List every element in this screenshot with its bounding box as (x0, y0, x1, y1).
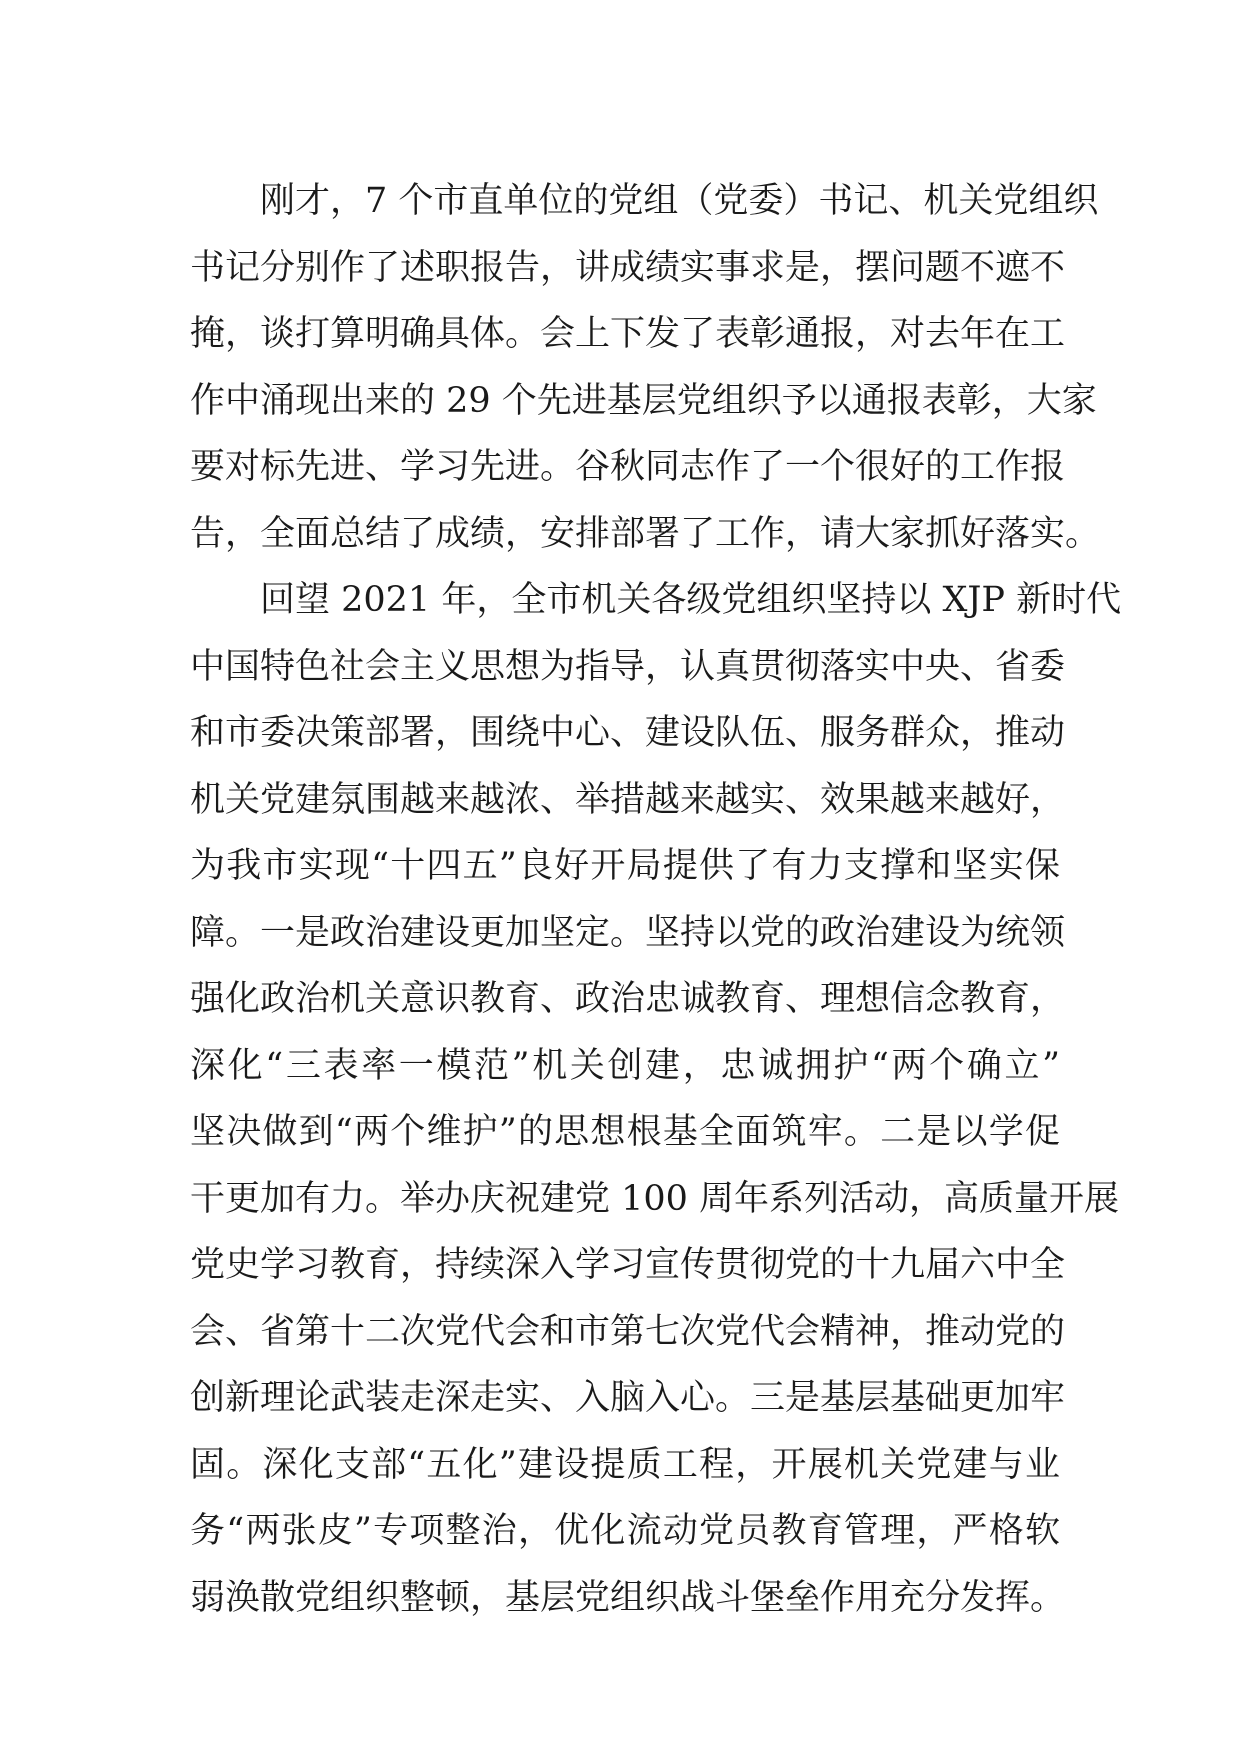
text-line: 刚才，7 个市直单位的党组（党委）书记、机关党组织 (260, 181, 1099, 221)
text-line: 强化政治机关意识教育、政治忠诚教育、理想信念教育， (190, 979, 1066, 1019)
text-line: 中国特色社会主义思想为指导，认真贯彻落实中央、省委 (190, 646, 1066, 687)
text-line: 作中涌现出来的 29 个先进基层党组织予以通报表彰，大家 (190, 380, 1097, 421)
text-line: 障。一是政治建设更加坚定。坚持以党的政治建设为统领 (190, 912, 1066, 953)
text-line: 务“两张皮”专项整治，优化流动党员教育管理，严格软 (190, 1511, 1060, 1551)
paragraph-1 (190, 168, 1101, 567)
text-line: 会、省第十二次党代会和市第七次党代会精神，推动党的 (190, 1311, 1066, 1352)
text-line: 党史学习教育，持续深入学习宣传贯彻党的十九届六中全 (190, 1245, 1066, 1285)
text-line: 创新理论武装走深走实、入脑入心。三是基层基础更加牢 (190, 1378, 1066, 1418)
paragraph-2 (190, 567, 1122, 1631)
text-line: 固。深化支部“五化”建设提质工程，开展机关党建与业 (190, 1444, 1060, 1485)
text-line: 坚决做到“两个维护”的思想根基全面筑牢。二是以学促 (190, 1112, 1060, 1152)
text-line: 掩，谈打算明确具体。会上下发了表彰通报，对去年在工 (190, 314, 1066, 354)
text-line: 机关党建氛围越来越浓、举措越来越实、效果越来越好， (190, 779, 1066, 820)
text-line: 要对标先进、学习先进。谷秋同志作了一个很好的工作报 (190, 447, 1066, 487)
text-line: 干更加有力。举办庆祝建党 100 周年系列活动，高质量开展 (190, 1178, 1120, 1219)
text-line: 深化“三表率一模范”机关创建，忠诚拥护“两个确立” (190, 1045, 1060, 1086)
text-line: 告，全面总结了成绩，安排部署了工作，请大家抓好落实。 (190, 513, 1101, 554)
body-text (190, 168, 1122, 1631)
text-line: 和市委决策部署，围绕中心、建设队伍、服务群众，推动 (190, 713, 1066, 753)
text-line: 弱涣散党组织整顿，基层党组织战斗堡垒作用充分发挥。 (190, 1577, 1066, 1618)
text-line: 书记分别作了述职报告，讲成绩实事求是，摆问题不遮不 (190, 247, 1066, 288)
text-line: 为我市实现“十四五”良好开局提供了有力支撑和坚实保 (190, 846, 1060, 886)
text-line: 回望 2021 年，全市机关各级党组织坚持以 XJP 新时代 (260, 580, 1122, 620)
